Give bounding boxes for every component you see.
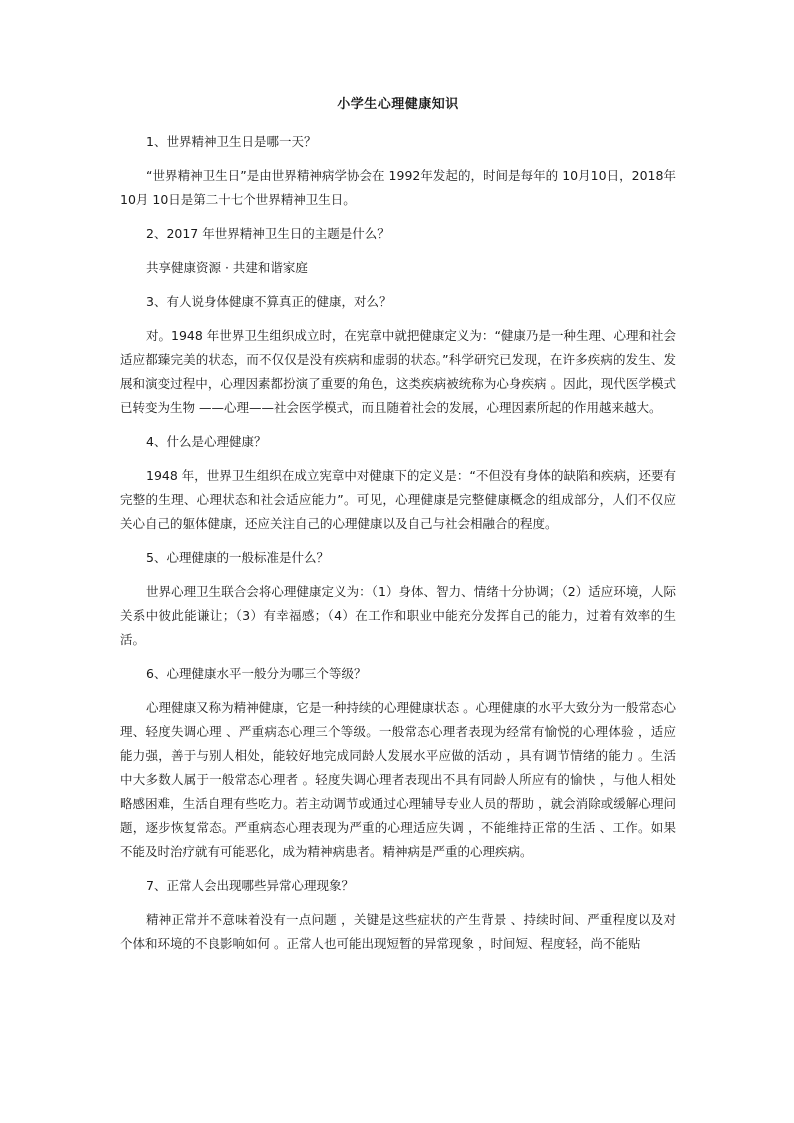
question-5: 5、心理健康的一般标准是什么？	[146, 550, 329, 565]
answer-4: 1948 年，世界卫生组织在成立宪章中对健康下的定义是：“不但没有身体的缺陷和疾病，还要有完整的生理、心理状态和社会适应能力”。可见，心理健康是完整健康概念的组成部分，人们不仅应关心自己的躯体健康，还应关注自己的心理健康以及自己与社会相融合的程度。	[120, 468, 676, 531]
page-title: 小学生心理健康知识	[337, 97, 459, 112]
section-3	[120, 290, 676, 420]
section-5	[120, 546, 676, 652]
question-2: 2、2017 年世界精神卫生日的主题是什么？	[146, 226, 390, 241]
question-1: 1、世界精神卫生日是哪一天？	[146, 134, 317, 149]
question-6: 6、心理健康水平一般分为哪三个等级？	[146, 666, 367, 681]
section-1	[120, 130, 676, 212]
document-content	[120, 96, 676, 966]
section-2	[120, 222, 676, 280]
answer-1: “世界精神卫生日”是由世界精神病学协会在 1992年发起的，时间是每年的 10月10日，2018年 10月 10日是第二十七个世界精神卫生日。	[120, 168, 676, 207]
answer-3: 对。1948 年世界卫生组织成立时，在宪章中就把健康定义为：“健康乃是一种生理、心理和社会适应都臻完美的状态，而不仅仅是没有疾病和虚弱的状态。”科学研究已发现，在许多疾病的发生、发展和演变过程中，心理因素都扮演了重要的角色，这类疾病被统称为心身疾病 。因此，现代医学模式已转变为生物 ——心理——社会医学模式，而且随着社会的发展，心理因素所起的作用越来越大。	[120, 328, 676, 415]
section-6	[120, 662, 676, 864]
section-7	[120, 874, 676, 956]
section-4	[120, 430, 676, 536]
question-7: 7、正常人会出现哪些异常心理现象？	[146, 878, 354, 893]
answer-2: 共享健康资源 · 共建和谐家庭	[146, 260, 308, 275]
question-4: 4、什么是心理健康？	[146, 434, 267, 449]
answer-7: 精神正常并不意味着没有一点问题 ，关键是这些症状的产生背景 、持续时间、严重程度以及对个体和环境的不良影响如何 。正常人也可能出现短暂的异常现象 ，时间短、程度轻，尚不能贴	[120, 912, 676, 951]
answer-6: 心理健康又称为精神健康，它是一种持续的心理健康状态 。心理健康的水平大致分为一般常态心理、轻度失调心理 、严重病态心理三个等级。一般常态心理者表现为经常有愉悦的心理体验 ，适应能力强，善于与别人相处，能较好地完成同龄人发展水平应做的活动 ，具有调节情绪的能力 。生活中大多数人属于一般常态心理者 。轻度失调心理者表现出不具有同龄人所应有的愉快 ，与他人相处略感困难，生活自理有些吃力。若主动调节或通过心理辅导专业人员的帮助 ，就会消除或缓解心理问题，逐步恢复常态。严重病态心理表现为严重的心理适应失调 ，不能维持正常的生活 、工作。如果不能及时治疗就有可能恶化，成为精神病患者。精神病是严重的心理疾病。	[120, 700, 676, 859]
question-3: 3、有人说身体健康不算真正的健康，对么？	[146, 294, 392, 309]
answer-5: 世界心理卫生联合会将心理健康定义为：（1）身体、智力、情绪十分协调；（2）适应环境，人际关系中彼此能谦让；（3）有幸福感；（4）在工作和职业中能充分发挥自己的能力，过着有效率的生活。	[120, 584, 676, 647]
